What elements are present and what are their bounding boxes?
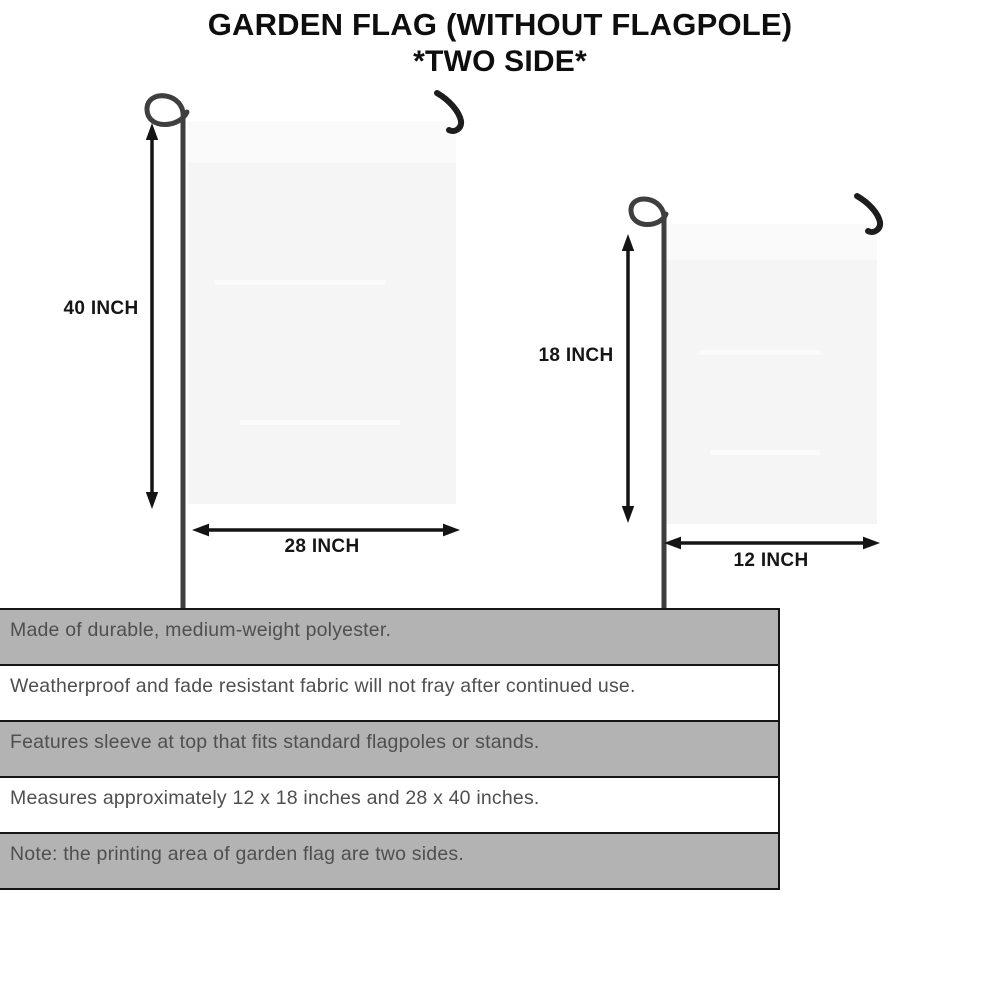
large-flag-height-label: 40 INCH [63, 298, 139, 319]
small-flag-fold-line [710, 450, 820, 455]
large-width-arrow [192, 524, 460, 537]
small-flag-assembly [622, 196, 880, 608]
small-flag-fabric [663, 224, 877, 524]
feature-list [0, 608, 780, 890]
page-subtitle: *TWO SIDE* [413, 45, 587, 78]
large-flag-width-label: 28 INCH [284, 536, 360, 557]
small-height-arrow [622, 234, 634, 523]
feature-row-sleeve: Features sleeve at top that fits standard flagpoles or stands. [0, 720, 780, 778]
large-flag-fold-line [215, 280, 385, 285]
small-flagpole [631, 199, 666, 608]
large-flag-fold-line [240, 420, 400, 425]
page-title: GARDEN FLAG (WITHOUT FLAGPOLE) [207, 7, 793, 42]
small-width-arrow [664, 537, 880, 550]
large-flag-assembly [146, 93, 461, 608]
feature-row-measurements: Measures approximately 12 x 18 inches and 28 x 40 inches. [0, 776, 780, 834]
small-flag-fold-line [700, 350, 820, 355]
feature-row-material: Made of durable, medium-weight polyester. [0, 608, 780, 666]
feature-row-note: Note: the printing area of garden flag are two sides. [0, 832, 780, 890]
feature-row-weatherproof: Weatherproof and fade resistant fabric will not fray after continued use. [0, 664, 780, 722]
large-flag-fabric [188, 121, 456, 504]
large-flag-sleeve [188, 121, 456, 163]
small-flag-width-label: 12 INCH [733, 550, 809, 571]
small-flag-height-label: 18 INCH [538, 345, 614, 366]
small-flag-sleeve [663, 224, 877, 260]
